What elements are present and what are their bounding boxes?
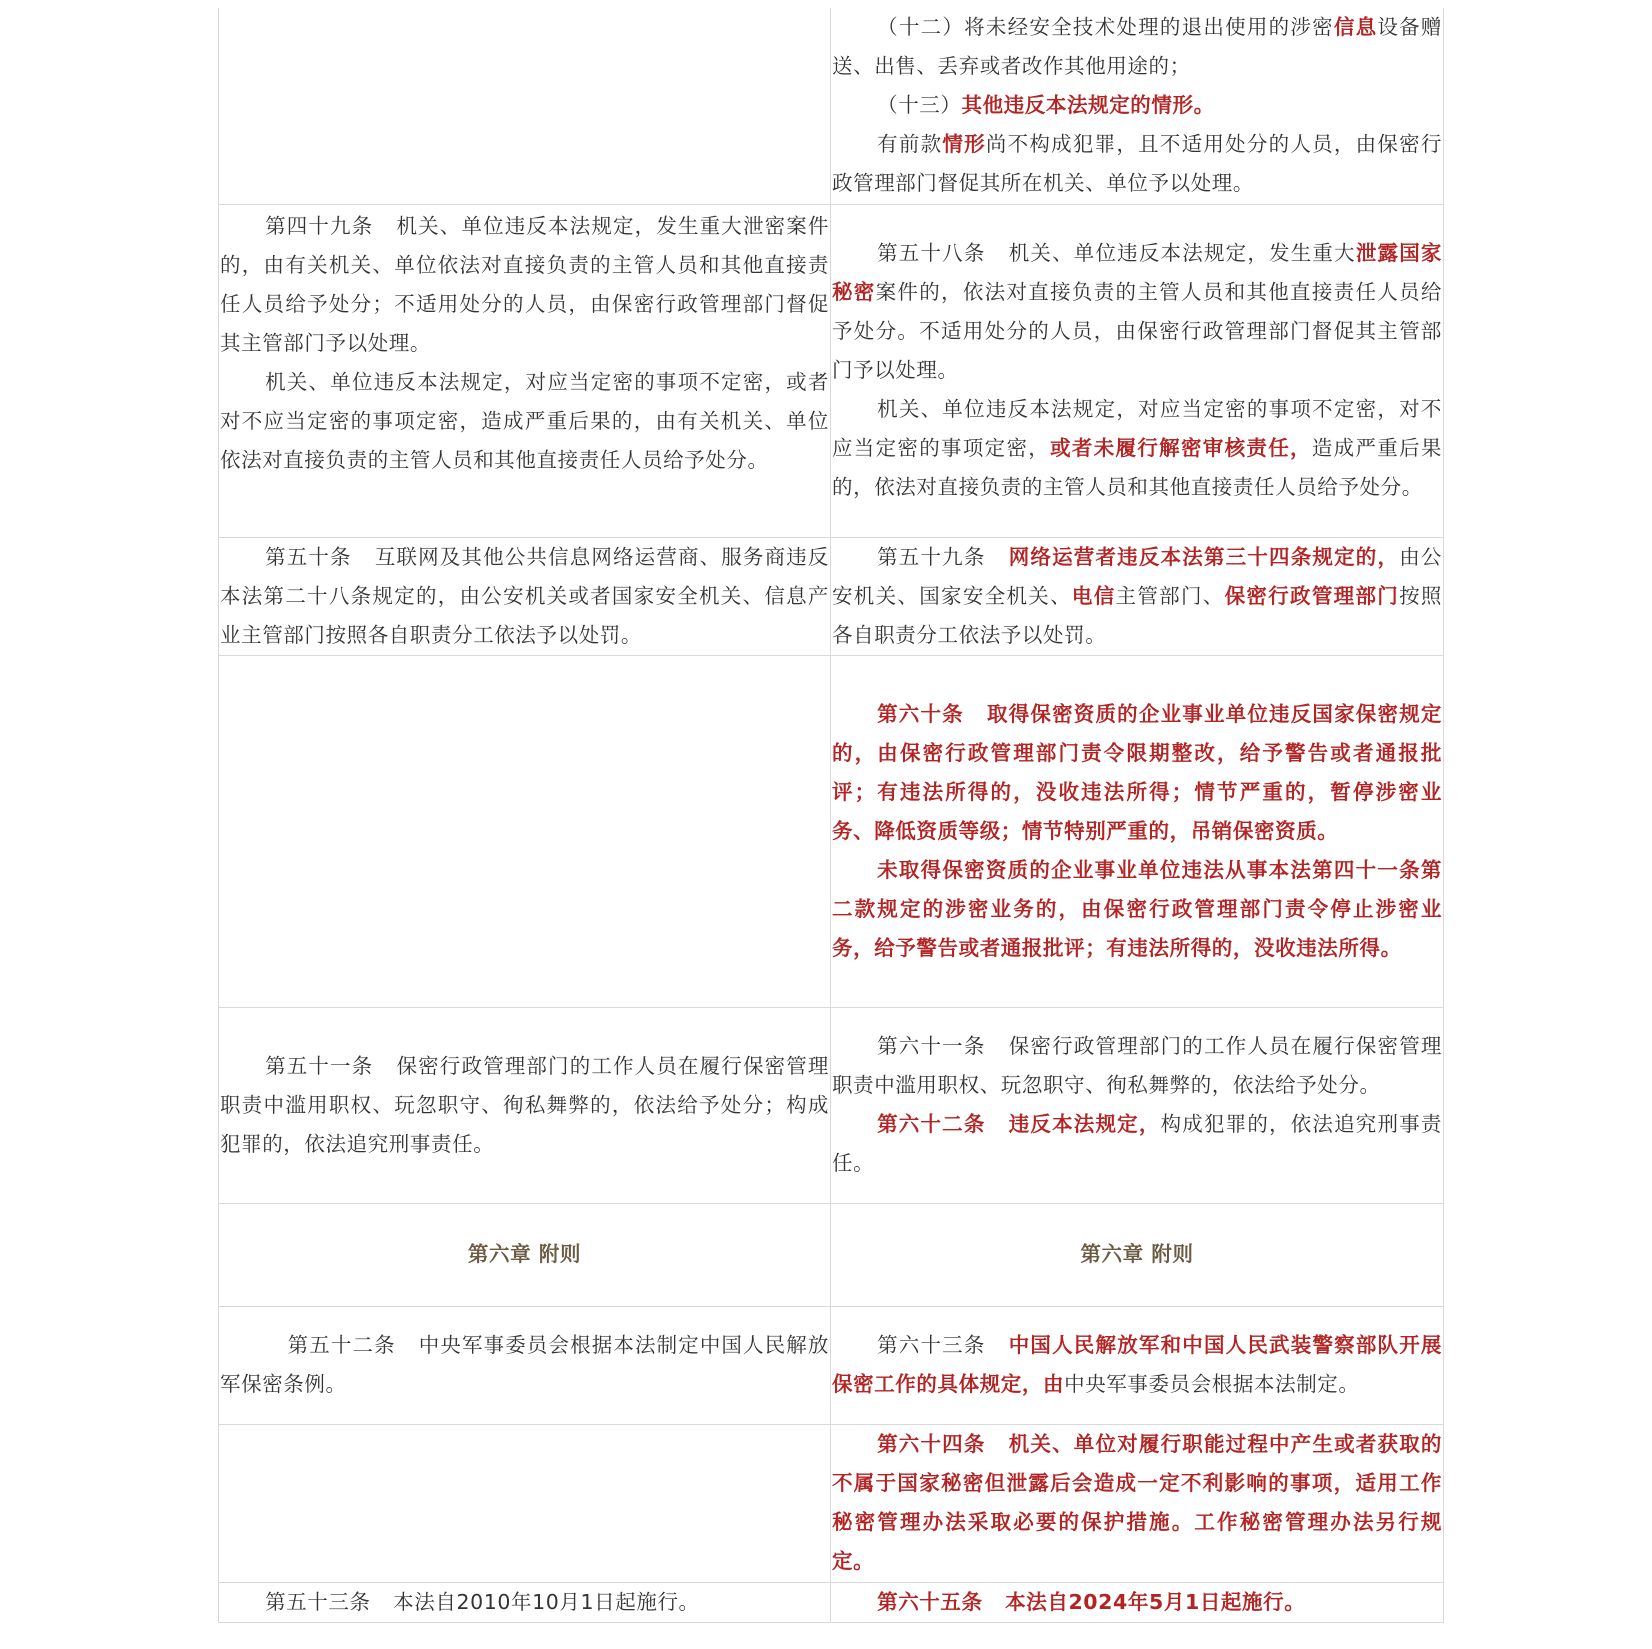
highlighted-text: 其他违反本法规定的情形。 [961, 93, 1215, 117]
paragraph-text: 有前款 [877, 132, 943, 156]
article-paragraph [832, 125, 1442, 203]
highlighted-text: 网络运营者违反本法第三十四条规定的， [1008, 544, 1400, 569]
highlighted-text: 未取得保密资质的企业事业单位违法从事本法第四十一条第二款规定的涉密业务的，由保密行政管理部门责令停止涉密业务，给予警告或者通报批评；有违法所得的，没收违法所得。 [832, 857, 1442, 960]
highlighted-text: 信息 [1333, 15, 1378, 39]
paragraph-text: 构成犯罪的，依法追究刑事责任。 [832, 1112, 1442, 1175]
highlighted-text: 或者未履行解密审核责任， [1050, 436, 1312, 460]
article-paragraph [220, 363, 829, 480]
paragraph-text: 保密行政管理部门的工作人员在履行保密管理职责中滥用职权、玩忽职守、徇私舞弊的，依法给予处分。 [832, 1034, 1443, 1097]
article-paragraph [832, 8, 1442, 86]
paragraph-text: 按照各自职责分工依法予以处罚。 [832, 583, 1443, 647]
paragraph-text: 第五十二条 [287, 1333, 396, 1357]
paragraph-text: 第五十三条 [265, 1589, 371, 1614]
law-comparison-table [218, 8, 1444, 1623]
highlighted-text: 第六十条 [877, 701, 964, 726]
paragraph-text: 第五十八条 [877, 241, 986, 265]
table-body [219, 8, 1444, 1622]
new-law-cell [831, 204, 1444, 537]
article-paragraph [220, 538, 829, 655]
paragraph-text: 第五十一条 [265, 1053, 374, 1078]
new-law-cell [831, 655, 1444, 1007]
table-row [219, 8, 1444, 204]
article-paragraph [832, 538, 1442, 655]
highlighted-text: 泄露国家秘密 [832, 241, 1442, 304]
article-paragraph [832, 1326, 1442, 1404]
paragraph-text: 第五十条 [265, 544, 352, 569]
chapter-row [219, 1203, 1444, 1306]
highlighted-text: 情形 [942, 132, 986, 156]
old-law-cell [219, 537, 831, 655]
highlighted-text: 第六十四条 [877, 1432, 986, 1456]
paragraph-text: 本法自2010年10月1日起施行。 [393, 1589, 700, 1614]
old-law-cell [219, 1582, 831, 1622]
table-row [219, 537, 1444, 655]
article-paragraph [220, 1326, 829, 1404]
highlighted-text: 中国人民解放军和中国人民武装警察部队开展保密工作的具体规定，由 [832, 1333, 1443, 1396]
highlighted-text: 本法自2024年5月1日起施行。 [1005, 1589, 1306, 1614]
old-law-cell [219, 655, 831, 1007]
article-paragraph [832, 1027, 1442, 1105]
paragraph-text: 中央军事委员会根据本法制定。 [1064, 1372, 1360, 1396]
paragraph-text: 第六十三条 [877, 1333, 986, 1357]
new-law-cell [831, 1306, 1444, 1424]
article-paragraph [832, 1105, 1442, 1183]
new-law-cell [831, 1007, 1444, 1203]
highlighted-text: 保密行政管理部门 [1224, 583, 1400, 608]
highlighted-text: 违反本法规定， [1008, 1112, 1161, 1136]
paragraph-text: 第五十九条 [877, 544, 986, 569]
paragraph-text: （十二）将未经安全技术处理的退出使用的涉密 [877, 15, 1334, 39]
highlighted-text: 第六十二条 [877, 1112, 986, 1136]
paragraph-text: 主管部门、 [1115, 583, 1225, 608]
paragraph-text: 尚不构成犯罪，且不适用处分的人员，由保密行政管理部门督促其所在机关、单位予以处理。 [832, 132, 1442, 195]
article-paragraph [832, 234, 1442, 390]
table-row [219, 1424, 1444, 1582]
article-paragraph [832, 390, 1442, 507]
paragraph-text: 造成严重后果的，依法对直接负责的主管人员和其他直接责任人员给予处分。 [832, 436, 1442, 499]
new-law-cell [831, 1424, 1444, 1582]
highlighted-text: 机关、单位对履行职能过程中产生或者获取的不属于国家秘密但泄露后会造成一定不利影响的事项，适用工作秘密管理办法采取必要的保护措施。工作秘密管理办法另行规定。 [832, 1432, 1443, 1573]
highlighted-text: 取得保密资质的企业事业单位违反国家保密规定的，由保密行政管理部门责令限期整改，给予警告或者通报批评；有违法所得的，没收违法所得；情节严重的，暂停涉密业务、降低资质等级；情节特别严重的，吊销保密资质。 [832, 701, 1442, 843]
highlighted-text: 电信 [1071, 583, 1116, 608]
paragraph-text: （十三） [877, 93, 962, 117]
old-law-cell [219, 1007, 831, 1203]
article-paragraph [832, 851, 1442, 968]
article-paragraph [832, 1425, 1442, 1581]
chapter-heading-new: 第六章 附则 [831, 1203, 1444, 1306]
article-paragraph [832, 695, 1442, 851]
paragraph-text: 第六十一条 [877, 1034, 986, 1058]
paragraph-text: 案件的，依法对直接负责的主管人员和其他直接责任人员给予处分。不适用处分的人员，由保密行政管理部门督促其主管部门予以处理。 [832, 280, 1442, 382]
table-row [219, 655, 1444, 1007]
paragraph-text: 由公安机关、国家安全机关、 [832, 544, 1442, 608]
table-row [219, 1306, 1444, 1424]
article-paragraph [220, 1047, 829, 1164]
paragraph-text: 互联网及其他公共信息网络运营商、服务商违反本法第二十八条规定的，由公安机关或者国家安全机关、信息产业主管部门按照各自职责分工依法予以处罚。 [220, 544, 829, 647]
article-paragraph [220, 207, 829, 363]
table-row [219, 1582, 1444, 1622]
table-row [219, 1007, 1444, 1203]
paragraph-text: 设备赠送、出售、丢弃或者改作其他用途的； [832, 15, 1442, 78]
paragraph-text: 机关、单位违反本法规定，对应当定密的事项不定密，对不应当定密的事项定密， [832, 397, 1442, 460]
table-row [219, 204, 1444, 537]
paragraph-text: 机关、单位违反本法规定，发生重大泄密案件的，由有关机关、单位依法对直接负责的主管人员和其他直接责任人员给予处分；不适用处分的人员，由保密行政管理部门督促其主管部门予以处理。 [220, 213, 830, 355]
old-law-cell [219, 1306, 831, 1424]
chapter-heading-old: 第六章 附则 [219, 1203, 831, 1306]
paragraph-text: 第四十九条 [265, 213, 374, 238]
paragraph-text: 机关、单位违反本法规定，对应当定密的事项不定密，或者对不应当定密的事项定密，造成严重后果的，由有关机关、单位依法对直接负责的主管人员和其他直接责任人员给予处分。 [220, 369, 829, 472]
new-law-cell [831, 8, 1444, 204]
new-law-cell [831, 1582, 1444, 1622]
new-law-cell [831, 537, 1444, 655]
paragraph-text: 中央军事委员会根据本法制定中国人民解放军保密条例。 [220, 1333, 830, 1396]
old-law-cell [219, 204, 831, 537]
old-law-cell [219, 1424, 831, 1582]
old-law-cell [219, 8, 831, 204]
highlighted-text: 第六十五条 [877, 1589, 983, 1614]
article-paragraph [832, 86, 1442, 125]
paragraph-text: 机关、单位违反本法规定，发生重大 [1008, 241, 1356, 265]
article-paragraph [832, 1583, 1442, 1622]
article-paragraph [220, 1583, 829, 1622]
paragraph-text: 保密行政管理部门的工作人员在履行保密管理职责中滥用职权、玩忽职守、徇私舞弊的，依法给予处分；构成犯罪的，依法追究刑事责任。 [220, 1053, 830, 1156]
